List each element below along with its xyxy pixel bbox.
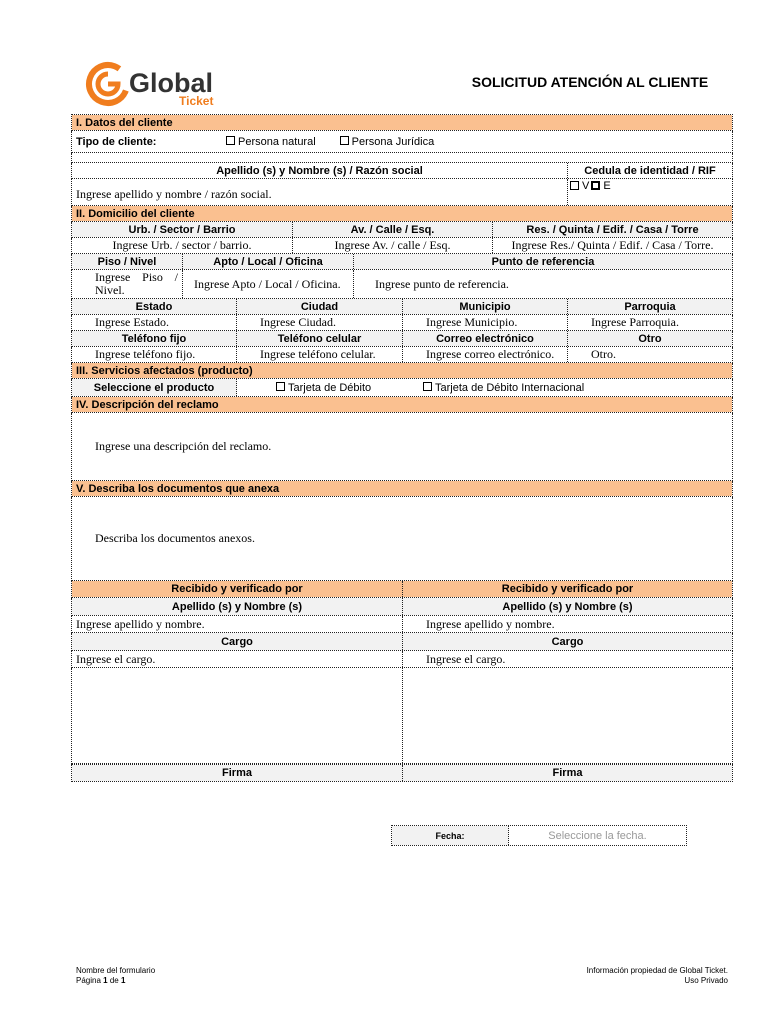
checkbox-icon (340, 136, 349, 145)
client-name-field[interactable]: Ingrese apellido y nombre / razón social. (72, 179, 568, 205)
client-type-row (71, 131, 733, 153)
parish-field[interactable]: Ingrese Parroquia. (591, 315, 679, 329)
attachments-row (71, 497, 733, 581)
apt-header: Apto / Local / Oficina (183, 254, 354, 269)
page-number: Página 1 de 1 (76, 976, 126, 985)
footer-right (587, 966, 728, 986)
verifier-name-field-right[interactable]: Ingrese apellido y nombre. (426, 616, 555, 631)
res-header: Res. / Quinta / Edif. / Casa / Torre (493, 222, 732, 237)
av-header: Av. / Calle / Esq. (293, 222, 493, 237)
signature-label-right: Firma (403, 765, 732, 781)
section-title: IV. Descripción del reclamo (72, 397, 732, 412)
municipality-field[interactable]: Ingrese Municipio. (403, 315, 568, 330)
position-header-left: Cargo (72, 633, 403, 650)
signature-label-left: Firma (72, 765, 403, 781)
position-field-right[interactable]: Ingrese el cargo. (426, 651, 506, 666)
product-intl-option (403, 379, 732, 396)
other-field[interactable]: Otro. (591, 347, 616, 361)
verifier-name-header-row (71, 598, 733, 616)
product-label: Seleccione el producto (72, 379, 237, 396)
attachments-field[interactable]: Describa los documentos anexos. (95, 531, 255, 545)
phone-field[interactable]: Ingrese teléfono fijo. (72, 347, 237, 362)
form-name-text: Nombre del formulario (76, 966, 156, 975)
other-header: Otro (568, 331, 732, 346)
signature-label-row (71, 764, 733, 782)
reference-field[interactable]: Ingrese punto de referencia. (375, 276, 509, 291)
date-picker-field[interactable]: Seleccione la fecha. (548, 829, 647, 842)
verifier-name-field-left[interactable]: Ingrese apellido y nombre. (72, 616, 403, 632)
received-by-right: Recibido y verificado por (403, 581, 732, 597)
checkbox-icon (226, 136, 235, 145)
section-2-header (71, 206, 733, 222)
floor-value-row (71, 270, 733, 299)
debit-card-checkbox[interactable]: Tarjeta de Débito (276, 382, 371, 394)
phone-header: Teléfono fijo (72, 331, 237, 346)
av-field[interactable]: Ingrese Av. / calle / Esq. (293, 238, 493, 253)
checkbox-icon (276, 382, 285, 391)
claim-description-field[interactable]: Ingrese una descripción del reclamo. (95, 439, 272, 453)
footer-left (76, 966, 155, 986)
section-1-header (71, 114, 733, 131)
client-type-label: Tipo de cliente: (76, 135, 157, 148)
claim-description-row (71, 413, 733, 481)
section-5-header (71, 481, 733, 497)
floor-header-row (71, 254, 733, 270)
contact-header-row (71, 331, 733, 347)
svg-text:Ticket: Ticket (179, 94, 214, 108)
location-header-row (71, 299, 733, 315)
urb-field[interactable]: Ingrese Urb. / sector / barrio. (72, 238, 293, 253)
mobile-field[interactable]: Ingrese teléfono celular. (237, 347, 403, 362)
reference-header: Punto de referencia (354, 254, 732, 269)
signature-area-left[interactable] (72, 668, 403, 763)
state-header: Estado (72, 299, 237, 314)
intl-debit-card-checkbox[interactable]: Tarjeta de Débito Internacional (423, 382, 584, 394)
position-field-left[interactable]: Ingrese el cargo. (72, 651, 403, 667)
address-value-row (71, 238, 733, 254)
client-type-options (226, 131, 732, 152)
date-row (391, 825, 687, 846)
natural-person-checkbox[interactable]: Persona natural (226, 136, 316, 148)
email-field[interactable]: Ingrese correo electrónico. (403, 347, 568, 362)
client-name-header-row (71, 163, 733, 179)
received-by-left: Recibido y verificado por (72, 581, 403, 597)
global-ticket-logo (84, 58, 234, 110)
municipality-header: Municipio (403, 299, 568, 314)
date-label: Fecha: (392, 826, 509, 845)
checkbox-icon (570, 181, 579, 190)
signature-area-row (71, 668, 733, 764)
section-title: III. Servicios afectados (producto) (72, 363, 732, 378)
checkbox-icon (423, 382, 432, 391)
state-field[interactable]: Ingrese Estado. (72, 315, 237, 330)
city-field[interactable]: Ingrese Ciudad. (237, 315, 403, 330)
id-e-checkbox[interactable]: E (591, 180, 610, 192)
name-header: Apellido (s) y Nombre (s) / Razón social (72, 163, 568, 178)
parish-header: Parroquia (568, 299, 732, 314)
contact-value-row (71, 347, 733, 363)
document-title: SOLICITUD ATENCIÓN AL CLIENTE (471, 74, 709, 90)
logo-mark-icon (84, 58, 234, 110)
floor-field[interactable]: Ingrese Piso / Nivel. (72, 270, 183, 298)
verifier-name-header-right: Apellido (s) y Nombre (s) (403, 598, 732, 615)
product-row (71, 379, 733, 397)
id-v-checkbox[interactable]: V (570, 180, 589, 192)
usage-text: Uso Privado (684, 976, 728, 985)
position-header-right: Cargo (403, 633, 732, 650)
section-title: V. Describa los documentos que anexa (72, 481, 732, 496)
verifier-name-row (71, 616, 733, 633)
client-name-row (71, 179, 733, 206)
res-field[interactable]: Ingrese Res./ Quinta / Edif. / Casa / Torre. (511, 238, 714, 252)
apt-field[interactable]: Ingrese Apto / Local / Oficina. (183, 270, 354, 298)
legal-person-checkbox[interactable]: Persona Jurídica (340, 136, 435, 148)
address-header-row (71, 222, 733, 238)
section-3-header (71, 363, 733, 379)
urb-header: Urb. / Sector / Barrio (72, 222, 293, 237)
verification-header-row (71, 581, 733, 598)
ownership-text: Información propiedad de Global Ticket. (586, 966, 728, 975)
id-type-options (568, 179, 732, 205)
id-header: Cedula de identidad / RIF (568, 163, 732, 178)
floor-header: Piso / Nivel (72, 254, 183, 269)
email-header: Correo electrónico (403, 331, 568, 346)
section-4-header (71, 397, 733, 413)
section-title: II. Domicilio del cliente (72, 206, 732, 221)
customer-request-form (71, 114, 733, 782)
product-debit-option (237, 379, 403, 396)
position-header-row (71, 633, 733, 651)
verifier-name-header-left: Apellido (s) y Nombre (s) (72, 598, 403, 615)
checkbox-icon (591, 181, 600, 190)
signature-area-right[interactable] (403, 668, 732, 763)
position-row (71, 651, 733, 668)
section-title: I. Datos del cliente (72, 115, 732, 130)
city-header: Ciudad (237, 299, 403, 314)
mobile-header: Teléfono celular (237, 331, 403, 346)
spacer-row (71, 153, 733, 163)
svg-text:Global: Global (129, 68, 214, 98)
location-value-row (71, 315, 733, 331)
